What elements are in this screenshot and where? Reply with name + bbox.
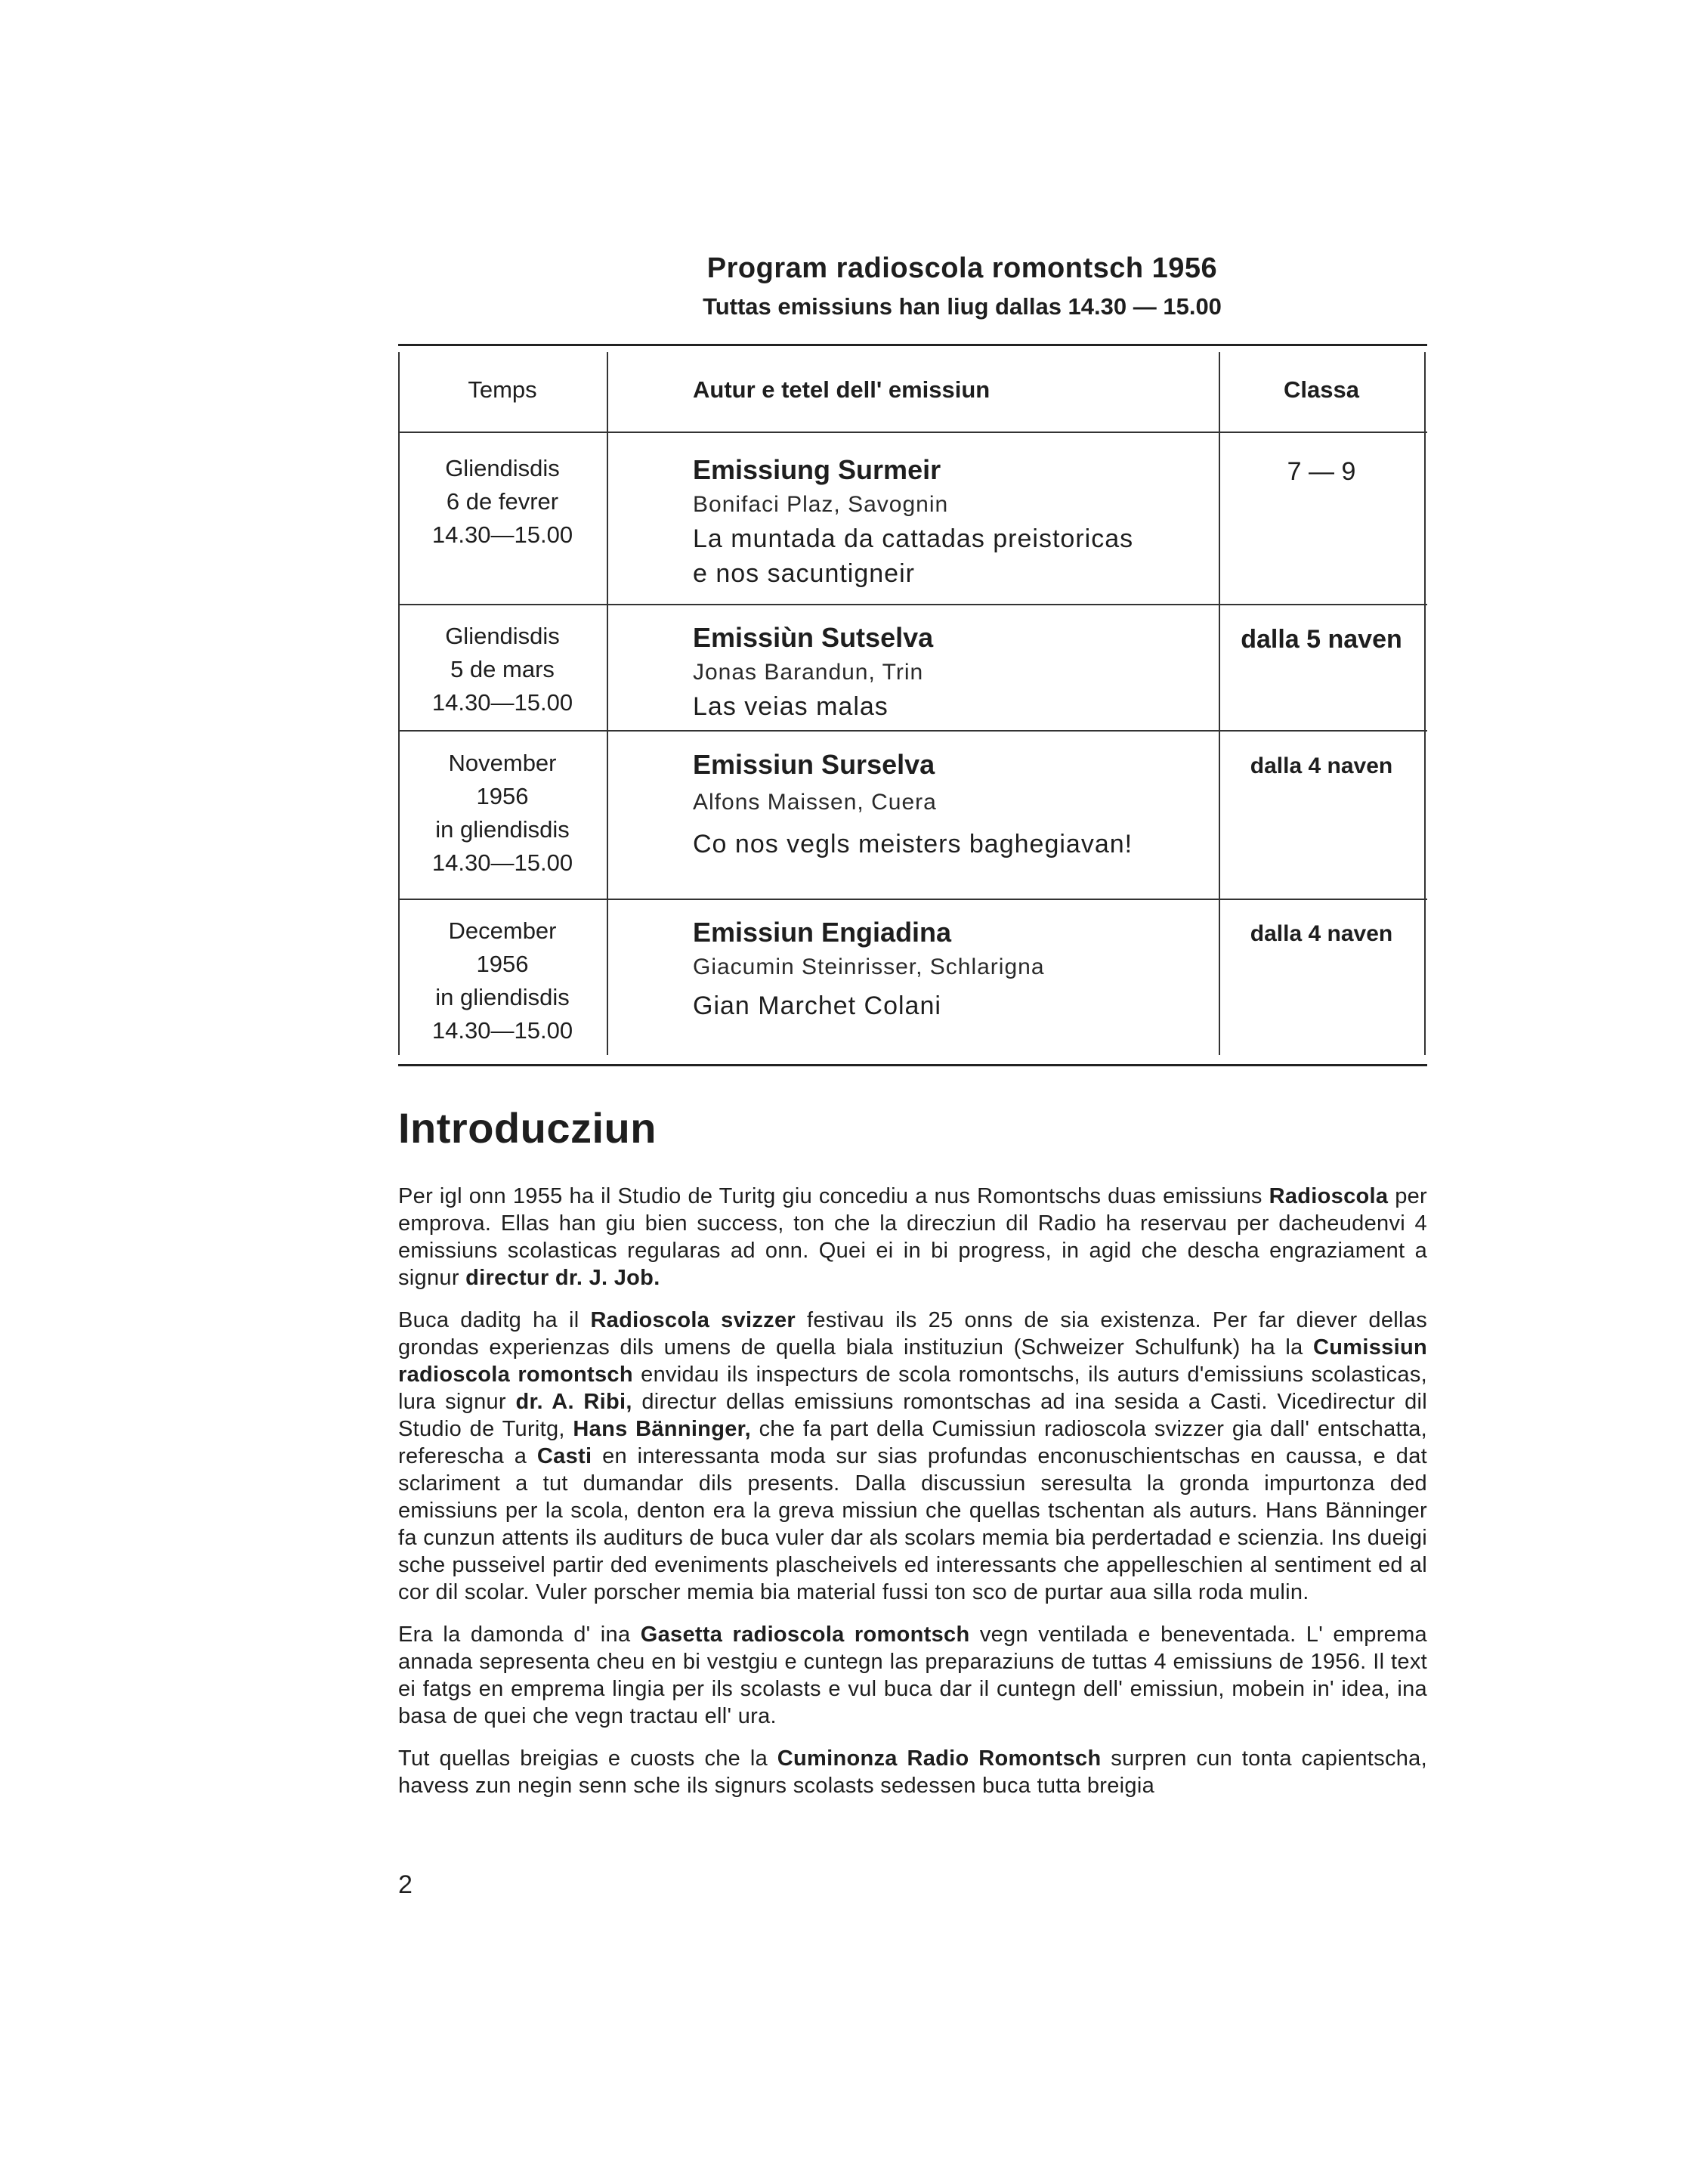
column-header-program: Autur e tetel dell' emissiun <box>693 376 991 403</box>
text-run: per emprova. Ellas han giu bien success, ton che la direcziun dil Radio ha reservau per dacheudenvi 4 emissiuns scolasticas regularas ad onn. Quei ei in bi progress, in agid che descha engraziament a signur <box>398 1184 1428 1290</box>
time-line: in gliendisdis <box>435 816 570 843</box>
paragraph <box>398 1745 1427 1799</box>
column-header-temps: Temps <box>468 376 537 403</box>
bold-run: Cumissiun radioscola romontsch <box>398 1335 1427 1387</box>
table-row-rule <box>398 899 1427 900</box>
program-name: Emissiun Engiadina <box>693 917 952 948</box>
text-run: en interessanta moda sur sias profundas enconuschientschas en caussa, e dat sclariment a tut dumandar dils presents. Dalla discussiun seresulta la gronda impurtonza ded emissiuns per la scola, denton era la greva missiun che quellas tschentan als auturs. Hans Bänninger fa cunzun attents ils auditurs de buca vuler dar als scolars memia bia perdertadad e scienzia. Ins dueigi sche pusseivel partir ded eveniments plascheivels ed interessants che appelleschien al sentiment ed al cor dil scolar. Vuler porscher memia bia material fussi ton sco de purtar aua silla roda mulin. <box>398 1444 1428 1604</box>
text-run: che fa part della Cumissiun radioscola svizzer gia dall' entschatta, referescha a <box>398 1417 1428 1468</box>
time-line: 5 de mars <box>450 656 555 682</box>
time-line: 6 de fevrer <box>446 488 559 515</box>
text-run: Tut quellas breigias e cuosts che la <box>398 1746 777 1771</box>
time-line: 1956 <box>476 951 529 977</box>
table-row-rule <box>398 730 1427 732</box>
time-line: November <box>448 750 557 776</box>
bold-run: dr. A. Ribi, <box>515 1390 632 1414</box>
table-border-right <box>1424 352 1426 1055</box>
bold-run: Casti <box>536 1444 592 1468</box>
table-row-time <box>398 620 607 719</box>
program-name: Emissiung Surmeir <box>693 454 941 485</box>
bold-run: Cuminonza Radio Romontsch <box>777 1746 1102 1771</box>
program-author: Alfons Maissen, Cuera <box>693 790 937 815</box>
time-line: 14.30—15.00 <box>431 689 573 716</box>
table-row-program <box>693 914 1176 1023</box>
program-name: Emissiun Surselva <box>693 749 935 780</box>
program-description: Las veias malas <box>693 692 889 721</box>
table-row-classa: dalla 5 naven <box>1241 625 1402 654</box>
schedule-table <box>398 344 1427 1066</box>
section-heading: Introducziun <box>398 1104 657 1152</box>
program-header <box>398 249 1526 323</box>
table-row-classa: 7 — 9 <box>1287 457 1356 486</box>
table-row-rule <box>398 604 1427 605</box>
table-row-program <box>693 747 1176 862</box>
table-row-time <box>398 747 607 880</box>
text-run: festivau ils 25 onns de sia existenza. Per far diever dellas grondas experienzas dils umens de quella biala instituziun (Schweizer Schulfunk) ha la <box>398 1308 1428 1360</box>
time-line: Gliendisdis <box>445 455 560 481</box>
program-author: Bonifaci Plaz, Savognin <box>693 492 949 517</box>
bold-run: Gasetta radioscola romontsch <box>640 1623 970 1647</box>
bold-run: Radioscola <box>1269 1184 1389 1208</box>
program-name: Emissiùn Sutselva <box>693 622 934 653</box>
bold-run: Radioscola svizzer <box>590 1308 796 1332</box>
text-run: Era la damonda d' ina <box>398 1623 641 1647</box>
column-header-classa: Classa <box>1284 376 1359 403</box>
text-run: surpren cun tonta capientscha, havess zun negin senn sche ils signurs scolasts sedessen buca tutta breigia <box>398 1746 1427 1798</box>
program-description: e nos sacuntigneir <box>693 559 915 588</box>
text-run: directur dellas emissiuns romontschas ad ina sesida a Casti. Vicedirectur dil Studio de Turitg, <box>398 1390 1427 1441</box>
bold-run: directur dr. J. Job. <box>465 1266 660 1290</box>
paragraph <box>398 1183 1427 1292</box>
text-run: Buca daditg ha il <box>398 1308 591 1332</box>
table-header-rule <box>398 432 1427 433</box>
text-run: vegn ventilada e beneventada. L' emprema annada sepresenta cheu en bi vestgiu e cuntegn las preparaziuns de tuttas 4 emissiuns de 1956. Il text ei fatgs en emprema lingia per ils scolasts e vul buca dar il cuntegn dell' emissiun, mobein in' idea, ina basa de quei che vegn tractau ell' ura. <box>398 1623 1427 1728</box>
time-line: in gliendisdis <box>435 984 570 1010</box>
program-description: La muntada da cattadas preistoricas <box>693 524 1134 553</box>
table-row-classa: dalla 4 naven <box>1250 921 1393 946</box>
program-author: Jonas Barandun, Trin <box>693 660 924 685</box>
program-title: Program radioscola romontsch 1956 <box>706 252 1218 284</box>
time-line: 14.30—15.00 <box>431 521 573 548</box>
program-description: Co nos vegls meisters baghegiavan! <box>693 830 1133 858</box>
text-run: envidau ils inspecturs de scola romontschs, ils auturs d'emissiuns scolasticas, lura signur <box>398 1363 1427 1414</box>
table-row-time <box>398 914 607 1047</box>
program-subtitle: Tuttas emissiuns han liug dallas 14.30 — 15.00 <box>703 293 1222 320</box>
time-line: December <box>448 917 557 944</box>
time-line: Gliendisdis <box>445 623 560 649</box>
text-run: Per igl onn 1955 ha il Studio de Turitg giu concediu a nus Romontschs duas emissiuns <box>398 1184 1269 1208</box>
time-line: 1956 <box>476 783 529 809</box>
table-row-classa: dalla 4 naven <box>1250 753 1393 778</box>
paragraph <box>398 1621 1427 1730</box>
table-row-program <box>693 452 1176 591</box>
intro-body <box>398 1183 1427 1814</box>
table-divider-time <box>607 352 608 1055</box>
program-description: Gian Marchet Colani <box>693 991 941 1020</box>
program-author: Giacumin Steinrisser, Schlarigna <box>693 954 1045 979</box>
time-line: 14.30—15.00 <box>431 1017 573 1044</box>
table-row-program <box>693 620 1176 724</box>
table-row-time <box>398 452 607 552</box>
page-number: 2 <box>398 1870 413 1899</box>
paragraph <box>398 1307 1427 1606</box>
bold-run: Hans Bänninger, <box>573 1417 751 1441</box>
time-line: 14.30—15.00 <box>431 849 573 876</box>
